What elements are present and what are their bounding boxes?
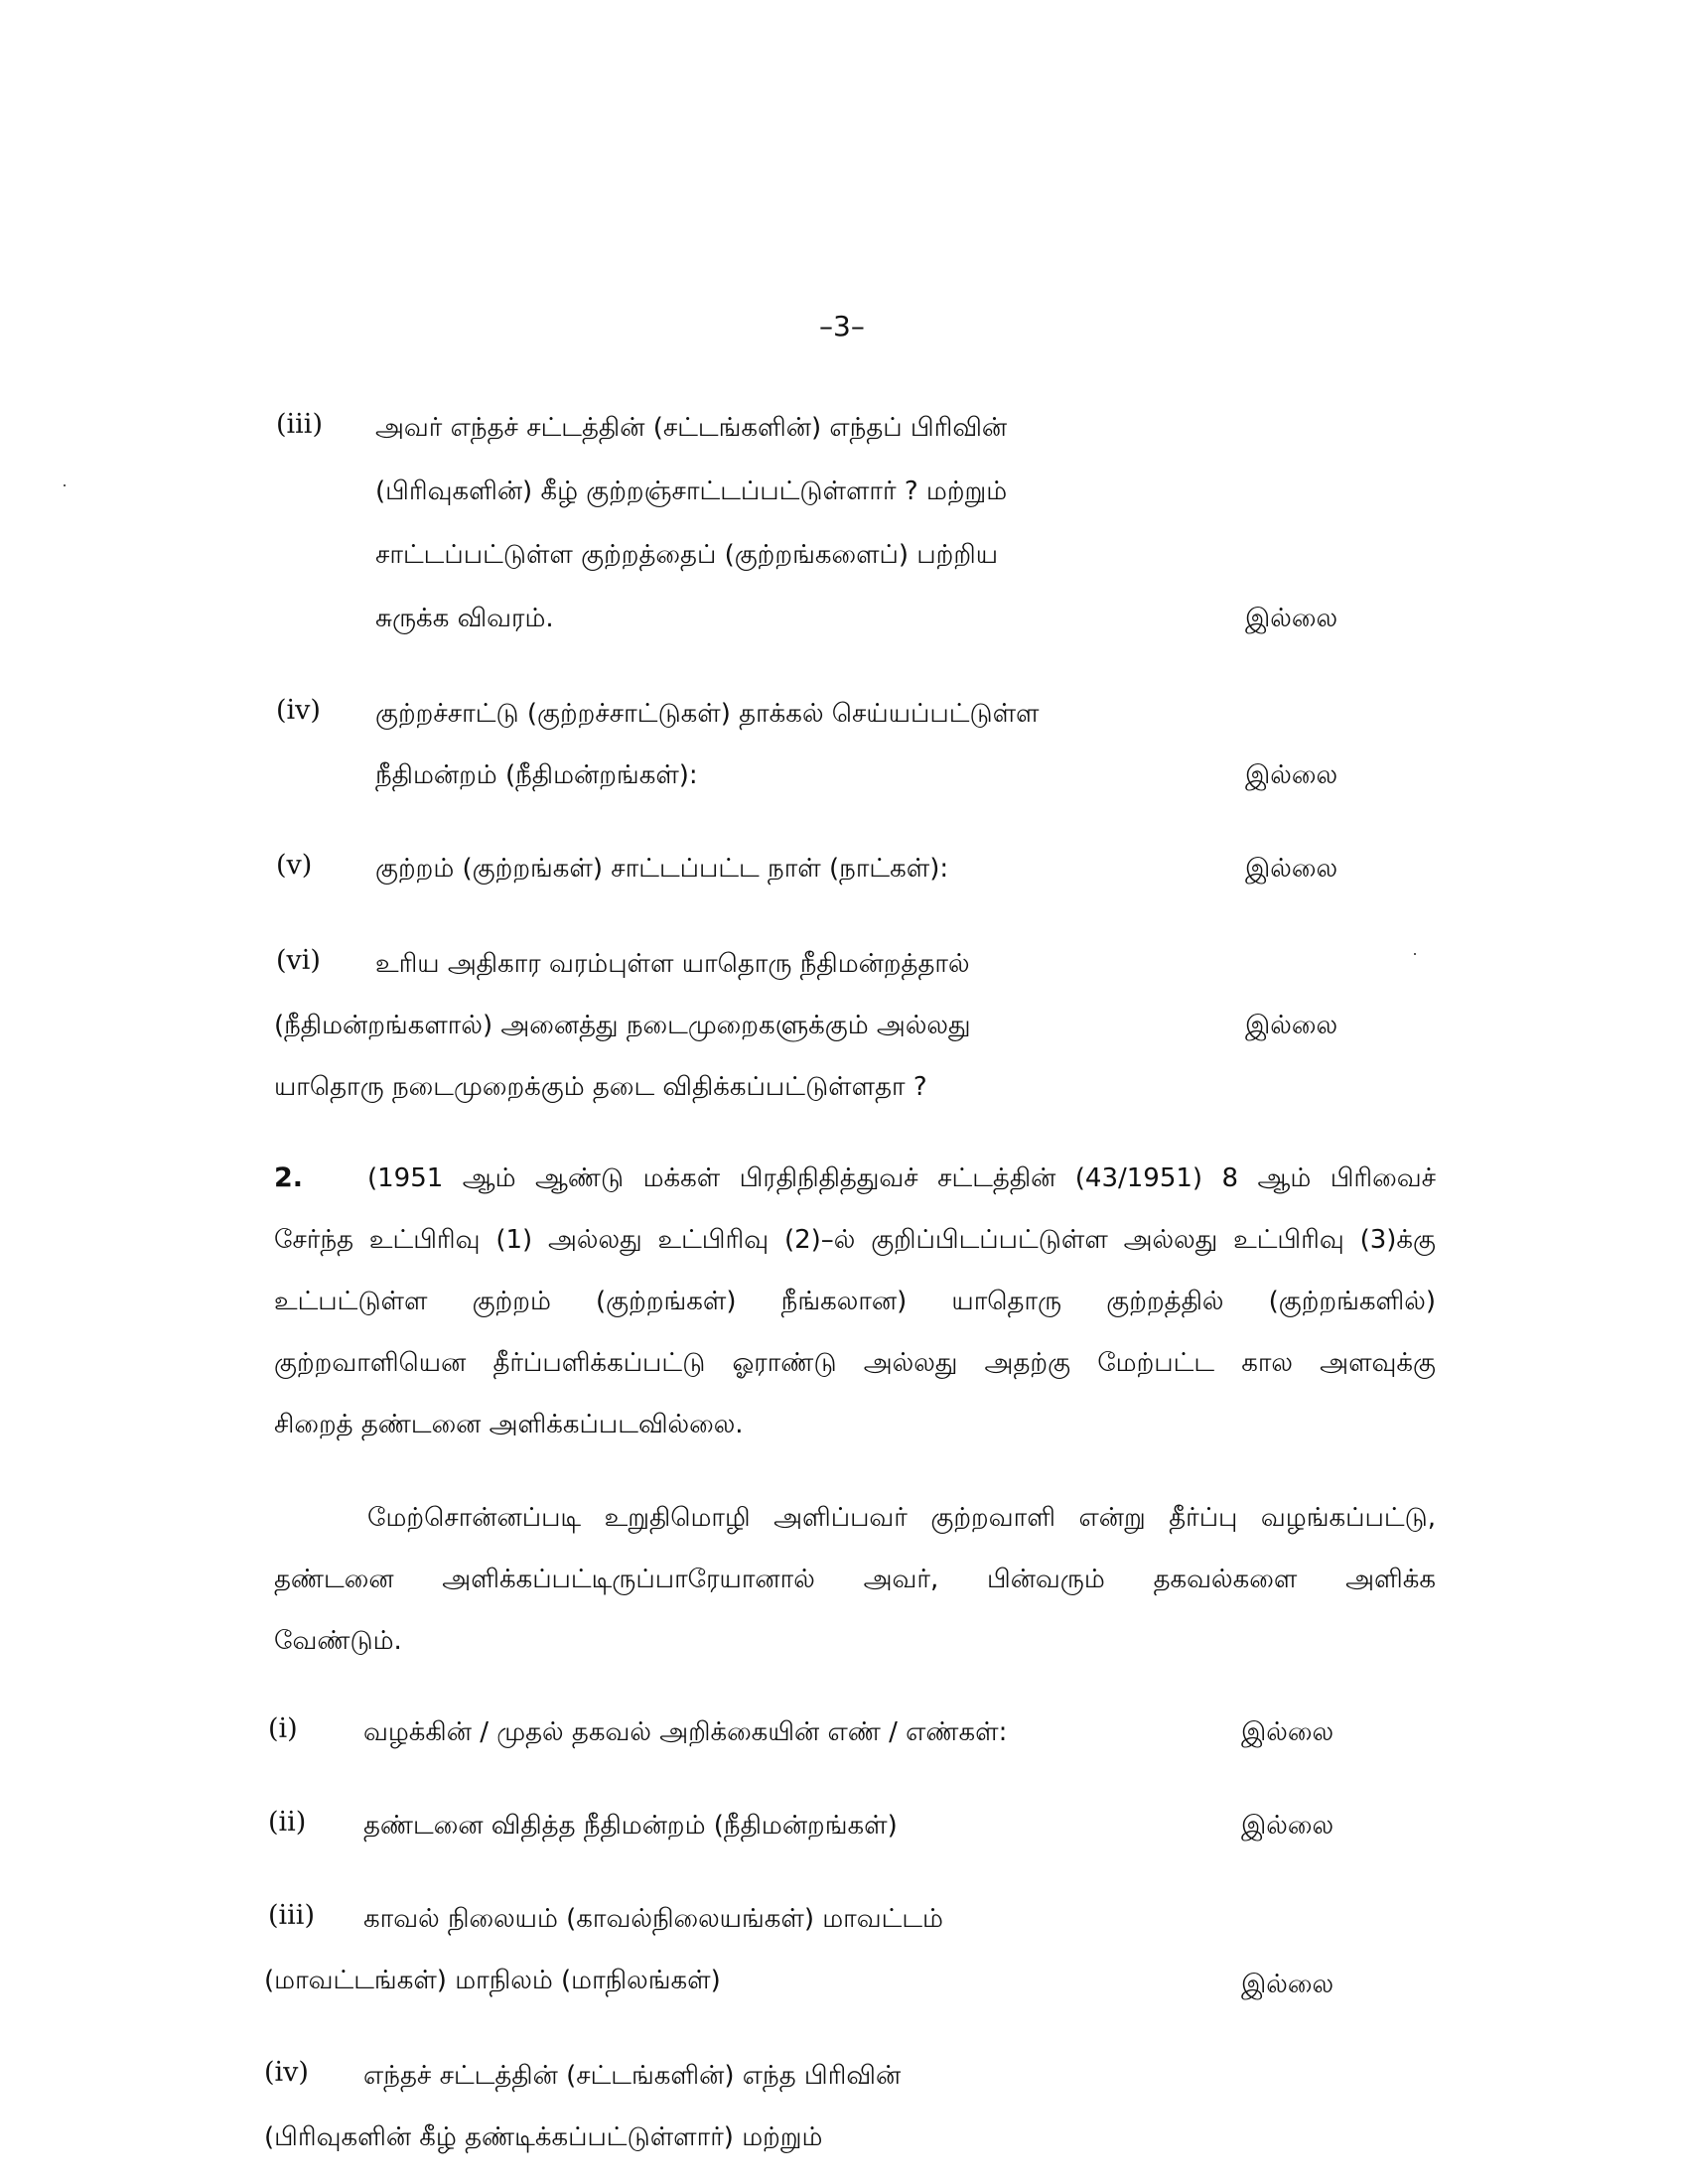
item-text-line: குற்றச்சாட்டு (குற்றச்சாட்டுகள்) தாக்கல் செய்யப்பட்டுள்ள — [375, 699, 1040, 729]
item-text-line: சாட்டப்பட்டுள்ள குற்றத்தைப் (குற்றங்களைப்) பற்றிய — [375, 540, 999, 570]
scan-speck — [64, 484, 66, 486]
item-text-line: வழக்கின் / முதல் தகவல் அறிக்கையின் எண் / எண்கள்: — [363, 1717, 1008, 1747]
paragraph-line: வேண்டும். — [274, 1626, 402, 1656]
item-text-line: (பிரிவுகளின்) கீழ் குற்றஞ்சாட்டப்பட்டுள்ளார் ? மற்றும் — [375, 477, 1008, 506]
paragraph-line: (1951 ஆம் ஆண்டு மக்கள் பிரதிநிதித்துவச் சட்டத்தின் (43/1951) 8 ஆம் பிரிவைச் — [367, 1163, 1436, 1193]
item-answer: இல்லை — [1241, 1717, 1334, 1747]
item-number: (v) — [276, 850, 313, 881]
item-answer: இல்லை — [1245, 760, 1338, 790]
item-text-line: குற்றம் (குற்றங்கள்) சாட்டப்பட்ட நாள் (நாட்கள்): — [375, 854, 949, 884]
paragraph-line: உட்பட்டுள்ள குற்றம் (குற்றங்கள்) நீங்கலான) யாதொரு குற்றத்தில் (குற்றங்களில்) — [274, 1287, 1436, 1316]
item-text-line: (மாவட்டங்கள்) மாநிலம் (மாநிலங்கள்) — [264, 1966, 721, 1995]
item-text-line: எந்தச் சட்டத்தின் (சட்டங்களின்) எந்த பிரிவின் — [363, 2061, 902, 2091]
paragraph-number: 2. — [274, 1162, 304, 1193]
item-number: (iii) — [268, 1900, 315, 1931]
item-answer: இல்லை — [1241, 1970, 1334, 1999]
paragraph-line: தண்டனை அளிக்கப்பட்டிருப்பாரேயானால் அவர், பின்வரும் தகவல்களை அளிக்க — [274, 1565, 1436, 1594]
item-text-line: (நீதிமன்றங்களால்) அனைத்து நடைமுறைகளுக்கும் அல்லது — [274, 1011, 971, 1040]
item-text-line: யாதொரு நடைமுறைக்கும் தடை விதிக்கப்பட்டுள்ளதா ? — [274, 1072, 927, 1102]
item-answer: இல்லை — [1241, 1811, 1334, 1841]
scan-speck — [1414, 953, 1416, 955]
item-text-line: சுருக்க விவரம். — [375, 604, 554, 633]
item-number: (iii) — [276, 409, 323, 440]
paragraph-line: குற்றவாளியென தீர்ப்பளிக்கப்பட்டு ஓராண்டு அல்லது அதற்கு மேற்பட்ட கால அளவுக்கு — [274, 1348, 1436, 1378]
item-text-line: உரிய அதிகார வரம்புள்ள யாதொரு நீதிமன்றத்தால் — [375, 949, 970, 979]
item-number: (i) — [268, 1713, 298, 1744]
item-number: (ii) — [268, 1807, 307, 1838]
item-number: (iv) — [264, 2057, 309, 2088]
item-answer: இல்லை — [1245, 604, 1338, 633]
item-number: (iv) — [276, 695, 321, 726]
item-answer: இல்லை — [1245, 854, 1338, 884]
item-text-line: காவல் நிலையம் (காவல்நிலையங்கள்) மாவட்டம் — [363, 1904, 943, 1934]
paragraph-line: சேர்ந்த உட்பிரிவு (1) அல்லது உட்பிரிவு (2)–ல் குறிப்பிடப்பட்டுள்ள அல்லது உட்பிரிவு (3)க்கு — [274, 1225, 1436, 1255]
page-number: –3– — [819, 310, 865, 342]
item-text-line: அவர் எந்தச் சட்டத்தின் (சட்டங்களின்) எந்தப் பிரிவின் — [375, 413, 1008, 443]
item-number: (vi) — [276, 945, 321, 976]
item-text-line: தண்டனை விதித்த நீதிமன்றம் (நீதிமன்றங்கள்) — [363, 1811, 898, 1841]
item-text-line: நீதிமன்றம் (நீதிமன்றங்கள்): — [375, 760, 698, 790]
item-answer: இல்லை — [1245, 1011, 1338, 1040]
paragraph-line: சிறைத் தண்டனை அளிக்கப்படவில்லை. — [274, 1410, 744, 1439]
paragraph-line: மேற்சொன்னப்படி உறுதிமொழி அளிப்பவர் குற்றவாளி என்று தீர்ப்பு வழங்கப்பட்டு, — [367, 1503, 1436, 1533]
item-text-line: (பிரிவுகளின் கீழ் தண்டிக்கப்பட்டுள்ளார்) மற்றும் — [264, 2122, 823, 2152]
